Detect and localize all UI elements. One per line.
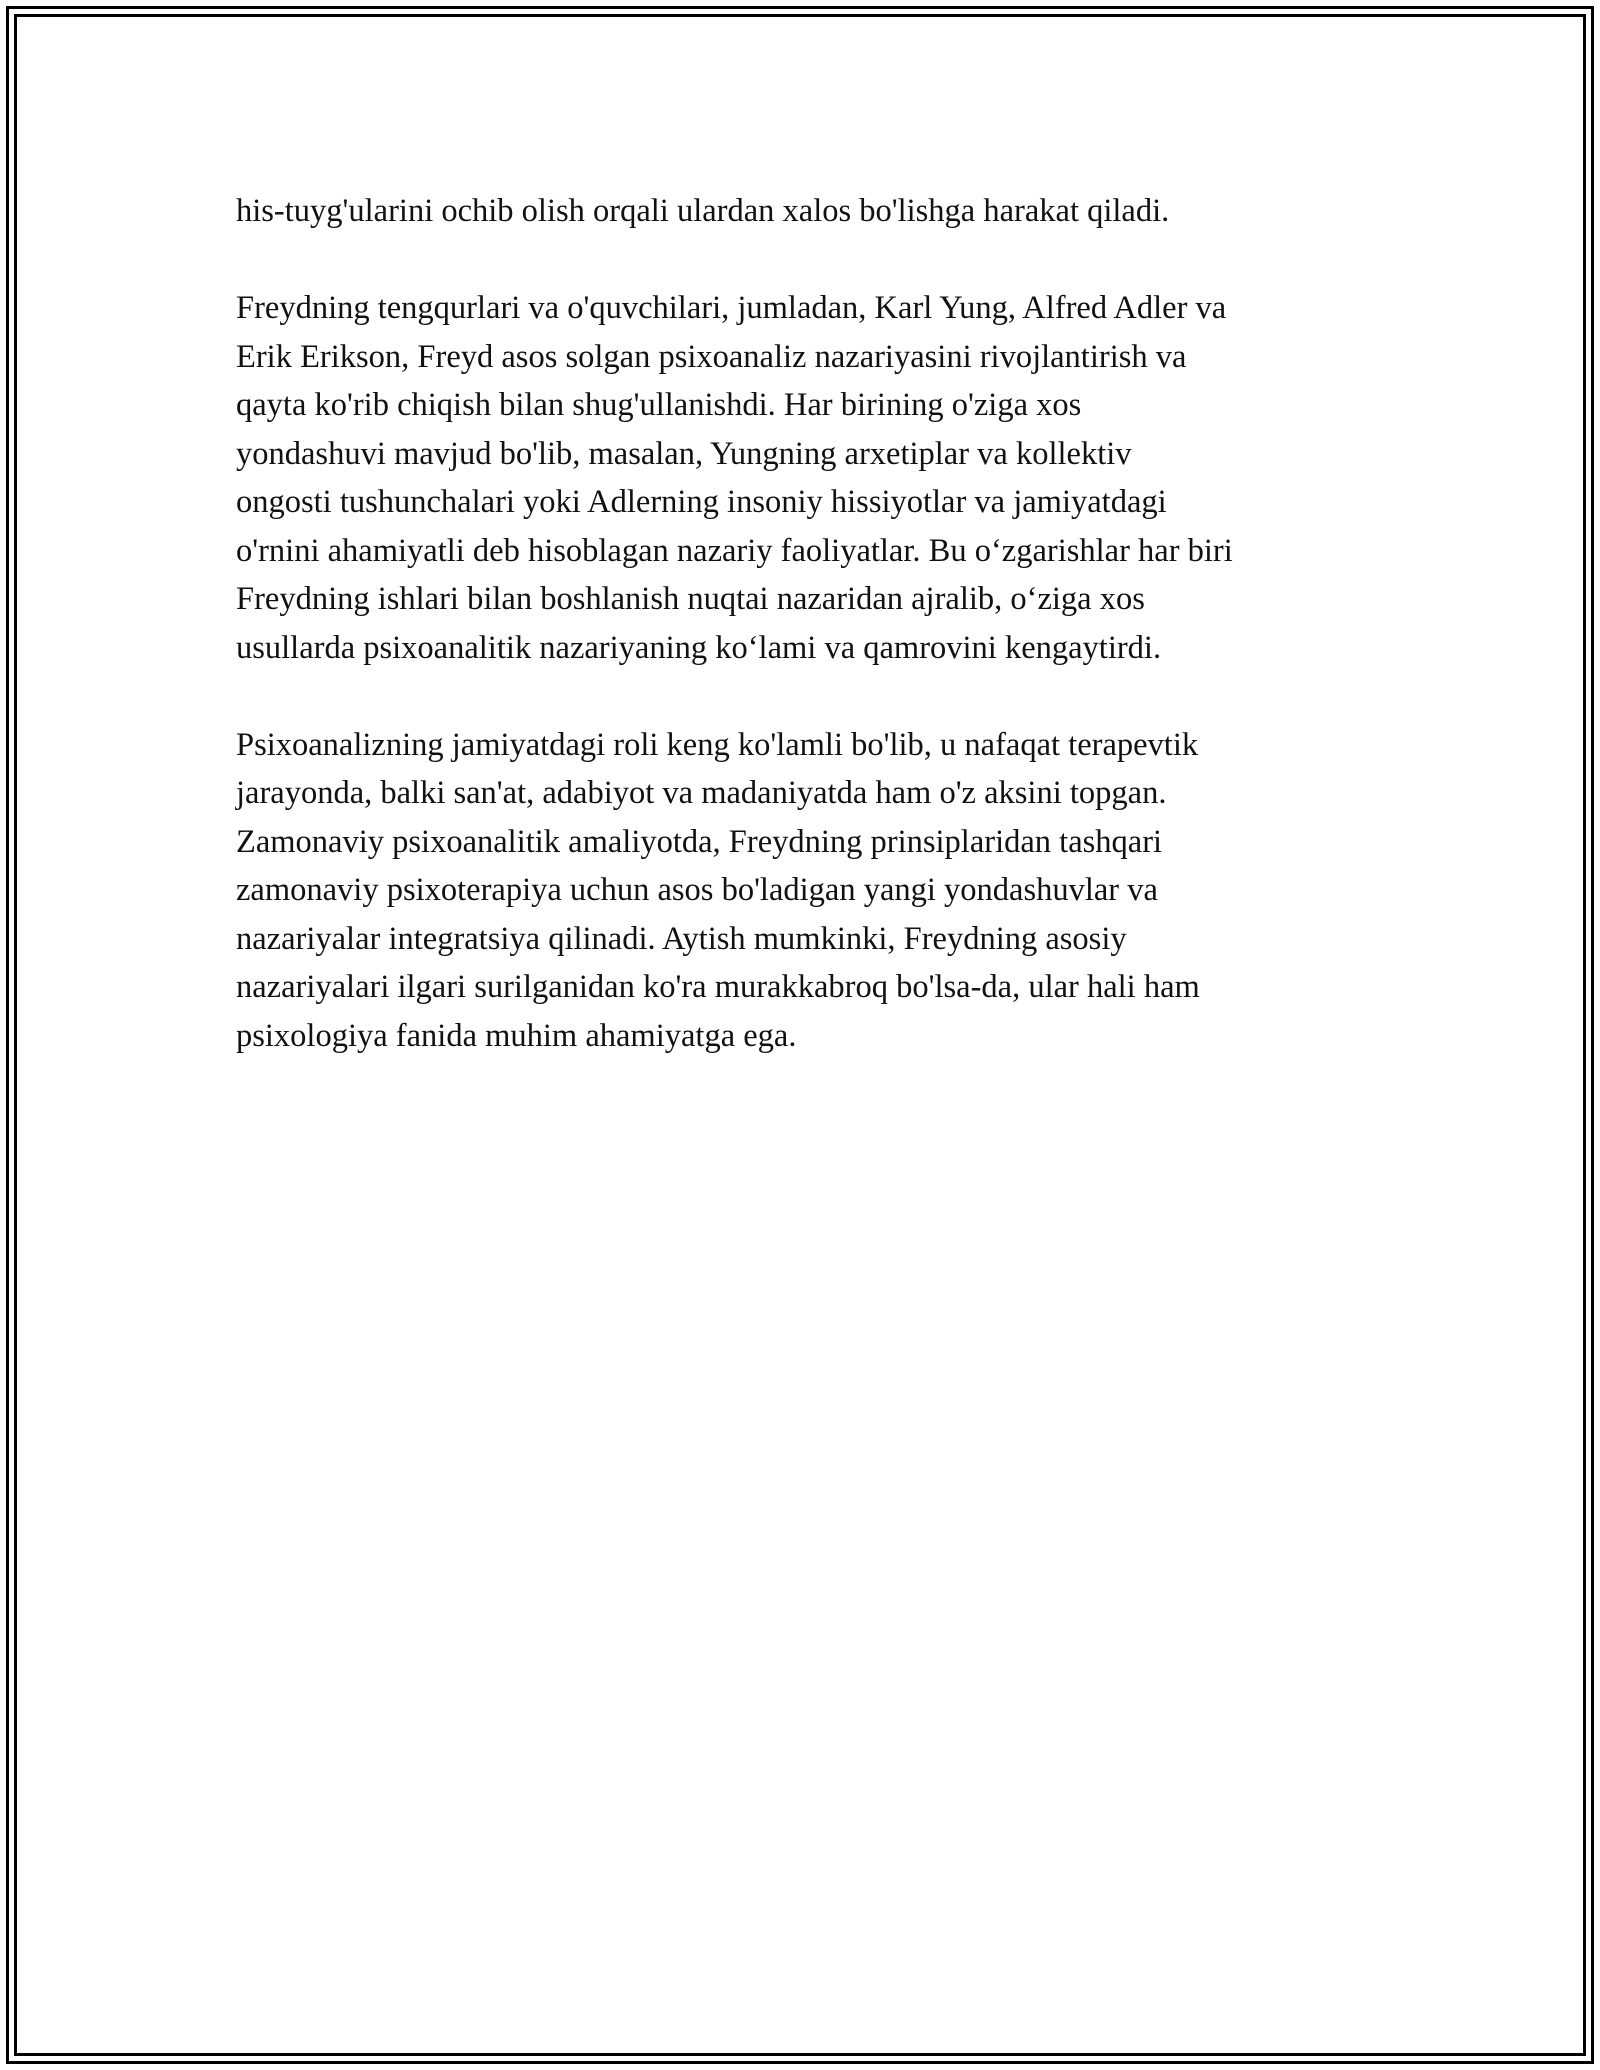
text-line: jarayonda, balki san'at, adabiyot va madaniyatda ham o'z aksini topgan. bbox=[236, 775, 1167, 811]
paragraph-2 bbox=[236, 284, 1366, 672]
paragraph-1 bbox=[236, 187, 1366, 236]
text-line: Psixoanalizning jamiyatdagi roli keng ko'lamli bo'lib, u nafaqat terapevtik bbox=[236, 726, 1199, 763]
text-line: Zamonaviy psixoanalitik amaliyotda, Freydning prinsiplaridan tashqari bbox=[236, 823, 1163, 860]
text-line: his-tuyg'ularini ochib olish orqali ulardan xalos bo'lishga harakat qiladi. bbox=[236, 193, 1170, 229]
document-body bbox=[236, 187, 1366, 1109]
text-line: yondashuvi mavjud bo'lib, masalan, Yungning arxetiplar va kollektiv bbox=[236, 435, 1132, 472]
text-line: o'rnini ahamiyatli deb hisoblagan nazariy faoliyatlar. Bu o‘zgarishlar har biri bbox=[236, 532, 1233, 569]
text-line: usullarda psixoanalitik nazariyaning ko‘lami va qamrovini kengaytirdi. bbox=[236, 629, 1162, 666]
text-line: nazariyalari ilgari surilganidan ko'ra murakkabroq bo'lsa-da, ular hali ham bbox=[236, 969, 1200, 1005]
paragraph-3 bbox=[236, 721, 1366, 1061]
text-line: Freydning ishlari bilan boshlanish nuqtai nazaridan ajralib, o‘ziga xos bbox=[236, 581, 1145, 617]
text-line: nazariyalar integratsiya qilinadi. Aytish mumkinki, Freydning asosiy bbox=[236, 920, 1127, 957]
text-line: ongosti tushunchalari yoki Adlerning insoniy hissiyotlar va jamiyatdagi bbox=[236, 484, 1167, 520]
text-line: zamonaviy psixoterapiya uchun asos bo'ladigan yangi yondashuvlar va bbox=[236, 872, 1158, 908]
text-line: psixologiya fanida muhim ahamiyatga ega. bbox=[236, 1017, 797, 1054]
text-line: qayta ko'rib chiqish bilan shug'ullanishdi. Har birining o'ziga xos bbox=[236, 387, 1082, 423]
text-line: Erik Erikson, Freyd asos solgan psixoanaliz nazariyasini rivojlantirish va bbox=[236, 338, 1187, 375]
text-line: Freydning tengqurlari va o'quvchilari, jumladan, Karl Yung, Alfred Adler va bbox=[236, 290, 1227, 326]
